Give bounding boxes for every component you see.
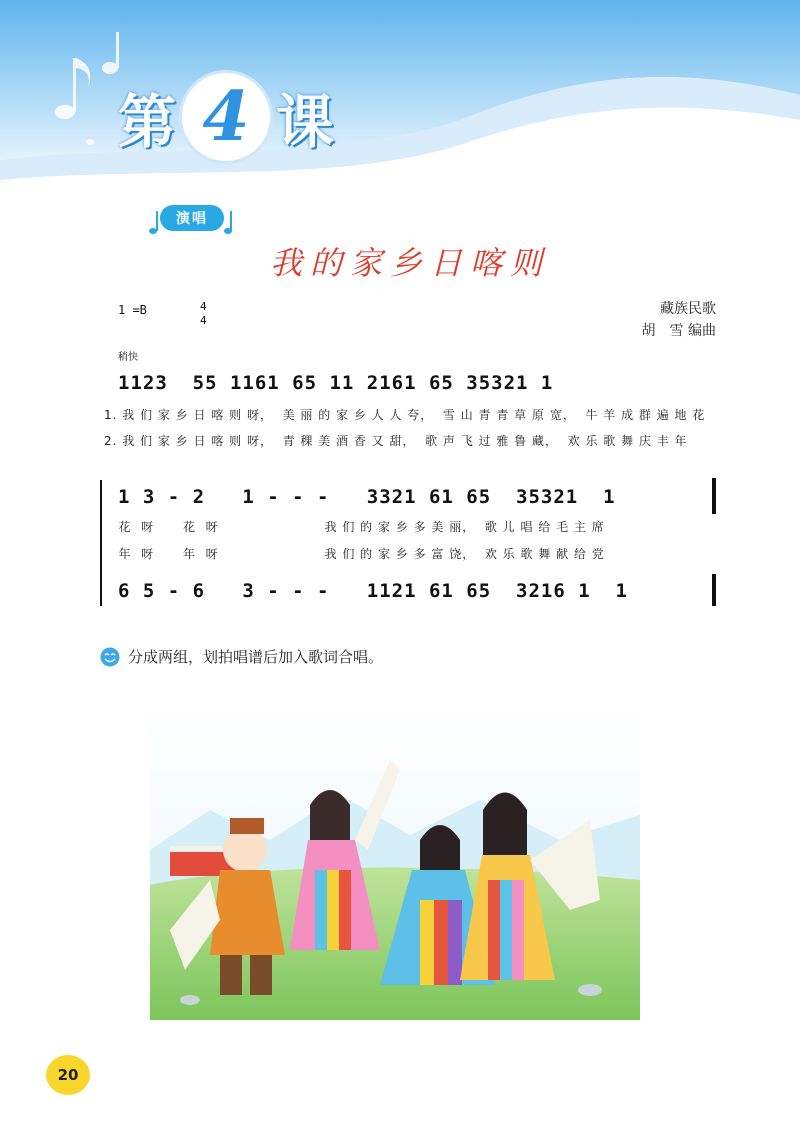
page-number: 20 — [46, 1055, 90, 1095]
tempo-marking: 稍快 — [118, 352, 138, 363]
lesson-number-circle — [182, 73, 270, 161]
lyric-line-1a: 1. 我 们 家 乡 日 喀 则 呀， 美 丽 的 家 乡 人 人 夸， 雪 山 青 青 草 原 宽， 牛 羊 成 群 遍 地 花 — [104, 408, 706, 422]
system-bracket — [100, 480, 102, 606]
end-barline-lower — [712, 574, 716, 606]
time-signature-bottom: 4 — [200, 314, 207, 327]
lesson-number: 4 — [202, 77, 250, 157]
smiley-icon — [100, 647, 120, 667]
song-title: 我的家乡日喀则 — [270, 244, 551, 282]
lyric-line-1b: 2. 我 们 家 乡 日 喀 则 呀， 青 稞 美 酒 香 又 甜， 歌 声 飞 过 雅 鲁 藏， 欢 乐 歌 舞 庆 丰 年 — [104, 434, 688, 448]
lesson-title — [118, 62, 334, 172]
lesson-suffix: 课 — [276, 88, 335, 156]
song-credits — [642, 298, 716, 342]
sing-badge: 演唱 — [160, 205, 224, 231]
lyric-line-2b: 年 呀 年 呀 我 们 的 家 乡 多 富 饶， 欢 乐 歌 舞 献 给 党 — [104, 547, 605, 561]
lesson-prefix: 第 — [118, 88, 177, 156]
time-signature-top: 4 — [200, 300, 207, 313]
lyric-line-2a: 花 呀 花 呀 我 们 的 家 乡 多 美 丽， 歌 儿 唱 给 毛 主 席 — [104, 520, 605, 534]
score-line-2-upper: 1 3 - 2 1 - - - 3321 61 65 35321 1 — [118, 486, 616, 508]
time-signature — [200, 300, 207, 328]
instruction-text: 分成两组，划拍唱谱后加入歌词合唱。 — [128, 648, 384, 666]
song-origin: 藏族民歌 — [660, 301, 716, 317]
instruction — [100, 646, 383, 667]
score-line-2-lower: 6 5 - 6 3 - - - 1121 61 65 3216 1 1 — [118, 580, 628, 602]
end-barline-upper — [712, 478, 716, 514]
key-signature: 1 =B — [118, 303, 147, 317]
tibetan-dancers-illustration — [150, 700, 640, 1020]
score-line-1: 1123 55 1161 65 11 2161 65 35321 1 — [118, 372, 554, 394]
song-arranger: 胡 雪 编曲 — [641, 323, 716, 339]
